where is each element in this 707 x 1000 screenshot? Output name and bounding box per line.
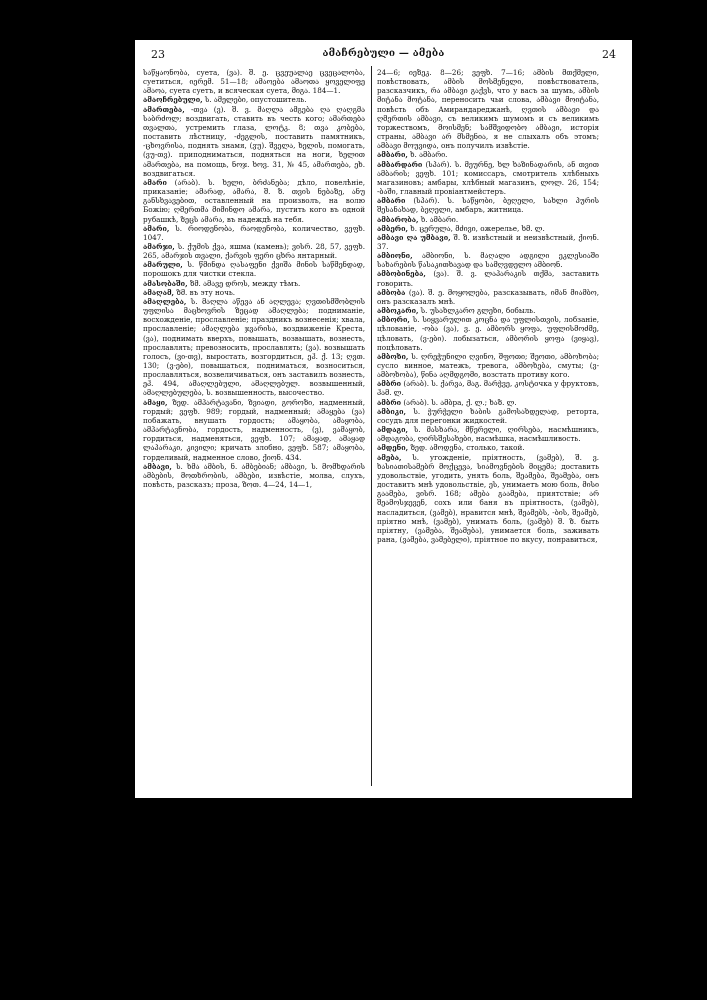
entry-definition: ზმ. въ эту ночь. — [176, 287, 236, 297]
entry-headword: ამება, — [377, 452, 402, 462]
entry-definition: ს. ამელები, опустошитель. — [204, 95, 307, 105]
entry-definition: (ვა). შ. ვ. ლაპარაკის თქმა, заставить говорить. — [377, 269, 599, 288]
entry-headword: ამაღამ, — [143, 287, 175, 297]
dictionary-entry — [377, 233, 599, 251]
entry-definition: (სპარ). ს. საწყობი, ბეღელი, სახლი პურის შესანახად, ბეღელი, амбаръ, житница. — [377, 196, 599, 215]
dictionary-entry — [143, 105, 365, 178]
entry-definition: ზედ. ამპარტავანი, ზვიადი, გოროზი, надменный, гордый; ვეფხ. 989; гордый, надменный; ამაყება (ვა) побажать, внушать гордость; ამაყობა, ამაყობა, ამპარტავნობა, гордость, надменность, (ვ), ვამაყობ, гордиться, надменяться, ვეფხ. 107; ამაყად, ამაყად ლაპარაკი, კივილი; кричать злобно, ვეფხ. 587; ამაყობა, горделивый, надменное слово, ქიონ. 434. — [143, 397, 365, 462]
entry-definition: ხ. ამბარი. — [420, 214, 459, 224]
dictionary-entry — [377, 352, 599, 379]
dictionary-entry — [143, 95, 365, 104]
entry-headword: ამარული, — [143, 260, 183, 270]
entry-headword: ამბრი — [377, 397, 402, 407]
entry-headword: ამართება, — [143, 104, 185, 114]
entry-headword: ამაღლება, — [143, 296, 187, 306]
entry-headword: ამბარი — [377, 196, 406, 206]
dictionary-entry — [377, 315, 599, 352]
dictionary-entry — [377, 407, 599, 425]
dictionary-entry — [377, 425, 599, 443]
entry-definition: ს. რიოდენობა, რაოდენობა, количество, ვეფხ. 1047. — [143, 223, 365, 242]
entry-definition: (არაბ). ს. ხელი, ბრძანება; дѣло, повелѣніе, приказаніе; ამარად, ამარა, შ. ზ. თვის ნებაზე, ანუ განსხვავებით, оставленный на произволъ, на волю Божію; ღმერთმა მიმინდო ამარა, пустить кого въ одной рубашкѣ, ზეცს ამარა, въ надеждѣ на тебя. — [143, 177, 365, 224]
entry-definition: 24—6; იეზეკ. 8—26; ვეფხ. 7—16; ამბის მთქმელი, повѣствовать, ამბის მოსმენელი, повѣствователь, разсказчикъ, რა ამბავი გაქვს, что у васъ за шумъ, ამბის მიტანა მოტანა, переносить чьи слова, ამბავი მოიტანა, повѣсть объ Амирандареджанѣ, ღვთის ამბავი და ღმერთის ამბავი, съ великимъ шумомъ и съ великимъ торжествомъ, მოისმენ; სამშვიდობო ამბავი, исторія страны, ამბავი არ მსმენია, я не слыхалъ объ этомъ; ამბავი მოუვიდა, онъ получилъ извѣстіе. — [377, 68, 599, 151]
entry-definition: ზედ. ამოდენა, столько, такой. — [410, 443, 525, 453]
entry-headword: ამბარობა, — [377, 214, 419, 224]
dictionary-entry — [377, 196, 599, 214]
dictionary-entry — [377, 150, 599, 159]
dictionary-entry — [143, 288, 365, 297]
dictionary-entry — [377, 306, 599, 315]
dictionary-entry — [143, 297, 365, 398]
entry-definition: ს. ღრეჭუნილი ღვინო, შფოთი; შეოთი, ამბოხობა; сусло винное, матежъ, тревога, ამბოხება, смуты; (ვ-ამბოხობა), წინა აღმდგომი, возстать противу кого. — [377, 351, 599, 380]
entry-definition: (სპარ). ს. მეურნე, ხლ ხაზინადარის, ან თვით ამბარის; ვეფხ. 101; комиссаръ, смотритель хлѣбныхъ магазиновъ; амбары, хлѣбный магазинъ, ლოლ. 26, 154; -ბაში, главный провіантмейстеръ. — [377, 159, 599, 197]
dictionary-entry — [377, 68, 599, 150]
dictionary-entry — [377, 443, 599, 452]
dictionary-entry — [143, 398, 365, 462]
entry-headword: ამაოჩრებული, — [143, 95, 203, 105]
entry-definition: (ვა). შ. ე. მოყოლება, разсказывать, იმან მიამბო, онъ разсказалъ мнѣ. — [377, 287, 599, 306]
page-number-right: 24 — [602, 48, 616, 61]
right-column — [377, 68, 599, 788]
entry-headword: ამბერი, — [377, 223, 408, 233]
entry-definition: (არაბ). ს. ამბра, ქ. ლ.; ხაზ. ლ. — [403, 397, 517, 407]
entry-definition: ს. მაღლა აწევა ან აღლევა; ღვთისმშობლის უფლისა მაცხოვრის ზეცად ამაღლება; подниманіе, восхожденіе, прославленіе; праздникъ вознесенія; хвала, прославленіе; ამაღლება ჯვარისა, воздвиженіе Креста, (ვა), поднимать вверхъ, повышать, возвышать, вознесть, прославлять; превозносить, прославлять; (ვა). возвышать голосъ, (ვი-თვ), выростать, возгордиться, ეჰ. ქ. 13; ღვთ. 130; (ვ-ები), повышаться, подниматься, возноситься, прославляться, возвеличиваться, онъ заставилъ вознесть, ეჰ. 494, ამაღლებული, ამაღლებულ. возвышенный, ამაღლებულება, ს. возвышенность, высочество. — [143, 296, 365, 398]
entry-headword: ამარი, — [143, 223, 170, 233]
dictionary-entry — [377, 160, 599, 197]
entry-definition: ს. угожденіе, пріятность, (ვამებ), შ. ვ. ხასიათისამებრ მოქცევა, სიამოვნების მიცემა; доставить удовольствіе, угодить, унять боль, შეამება, შეამება, онъ доставитъ мнѣ удовольствіе, ეს, унимаетъ мою боль, მისი გაამება, ვისრ. 168; ამება გაამება, приятствіе; არ შეამოსჯევენ, сохъ или баня въ пріятность, (ვამებ), насладиться, (ვამებ), нравится мнѣ, შეამებს, -ბის, შეამებ, пріятно мнѣ, (ვამებ), унимать боль, (ვამებ) შ. ზ. быть пріятну, (ვამება, შეამება), унимается боль, заживать рана, (ვამება, ვამებელი), пріятное по вкусу, понравиться, — [377, 452, 599, 544]
entry-headword: ამაყი, — [143, 397, 168, 407]
entry-headword: ამბარი, — [377, 150, 408, 160]
dictionary-entry — [377, 224, 599, 233]
entry-headword: ამდენი, — [377, 443, 409, 453]
entry-definition: ს. ჭურჭელი ხაბის გამოსახდელად, реторта, сосудъ для перегонки жидкостей. — [377, 406, 599, 425]
entry-definition: ს. წმინდა ღასაფენი ქვიშა მინის საწმენდად, порошокъ для чистки стекла. — [143, 260, 365, 279]
entry-definition: ს. ხმა ამბის, ნ. ამბებიან; ამბავი, ს. მომხდარის ამბების, მოთხრობის, ამბები, извѣстіе, молва, слухъ, повѣсть, разсказъ; проза, ზოთ. 4—24, 14—1, — [143, 461, 365, 490]
entry-headword: ამბიკი, — [377, 406, 406, 416]
entry-headword: ამბობინება, — [377, 269, 426, 279]
entry-headword: ამარი — [143, 177, 167, 187]
dictionary-entry — [143, 242, 365, 260]
entry-headword: ამბარდარი — [377, 159, 423, 169]
book-page — [135, 40, 632, 798]
entry-headword: ამდაგი, — [377, 425, 409, 435]
entry-definition: (არაბ). ს. ქარვა, მაგ. მარჭვე, კოსტочка у фруктовъ, ჰამ. ლ. — [377, 379, 599, 398]
entry-headword: ამარჯი, — [143, 241, 175, 251]
dictionary-entry — [143, 68, 365, 95]
dictionary-entry — [143, 178, 365, 224]
column-divider — [371, 66, 372, 786]
dictionary-entry — [143, 279, 365, 288]
dictionary-entry — [377, 379, 599, 397]
entry-definition: ს. ქუმის ქვა, яшма (камень); ვისრ. 28, 57, ვეფხ. 265, ამარჯის თვალი, ქარვის ფერი ცხრა янтарный. — [143, 241, 365, 261]
entry-headword: ამბობა — [377, 287, 406, 297]
entry-definition: -თვა (ვ). შ. ვ. მაღლა ამგება ღა ღაღგმა საბრძოლ; воздвигать, ставить въ честь кого; ამართება თვალთა, устремить глаза, ლოტკ. 8; თვა კობება, поставить лѣстницу, -ძეგლის, поставить памятникъ, -ცხოვრისა, поднять знамя, (ვუ). შველა, ხელის, помогать, (ვუ-თვ). приподниматься, подняться на ноги, ხელით ამართება, на помощь, ნოჯ. ხოვ. 31, № 45, ამართება, ეხ. воздвигаться. — [143, 104, 365, 178]
page-number-left: 23 — [151, 48, 165, 61]
dictionary-entry — [143, 260, 365, 278]
dictionary-entry — [143, 462, 365, 489]
entry-definition: ამბიონი, ს. მაღალი ადგილი ეკლესიაში სახარების წასაკითხავად და სამღვდელო ამბიონ. — [377, 251, 599, 270]
entry-headword: ამბორი, — [377, 315, 410, 325]
dictionary-entry — [377, 269, 599, 287]
dictionary-entry — [377, 288, 599, 306]
dictionary-entry — [143, 224, 365, 242]
entry-definition: ს. სიყვარულით კოცნა და უფლისთვის, лобзаніе, цѣлованіе, -ობა (ვა), ვ. ე. ამბორს ყოფა, უფლისმოძმე, цѣловать, (ვ-ები). лобызаться, ამბორის ყოფა (ვიყავ), поцѣловать. — [377, 315, 599, 352]
entry-definition: ს. უსახლკარო გლეხი, бобыль. — [420, 306, 536, 316]
entry-definition: შ. ზ. извѣстный и неизвѣстный, ქიონ. 37. — [377, 232, 599, 251]
entry-headword: ამბავი, — [143, 461, 172, 471]
dictionary-entry — [377, 398, 599, 407]
entry-headword: ამბოხი, — [377, 351, 409, 361]
entry-definition: ხ. ამბარი. — [410, 150, 448, 160]
entry-definition: ს. მასხარა, მწერელი, ღირსება, насмѣшникъ, ამდაგობა, ღირსშესახები, насмѣшка, насмѣшливость. — [377, 425, 599, 444]
entry-headword: ამბიონი, — [377, 251, 413, 261]
dictionary-entry — [377, 453, 599, 545]
entry-headword: ამბოკარი, — [377, 306, 419, 316]
running-header: ამაჩრებული — ამება — [322, 48, 445, 59]
left-column — [143, 68, 365, 788]
entry-definition: ხ. ცერულა, მძივი, ожерелье, ხმ. ლ. — [410, 223, 545, 233]
entry-headword: ამბრი — [377, 379, 402, 389]
dictionary-entry — [377, 215, 599, 224]
dictionary-entry — [377, 251, 599, 269]
entry-headword: ამბავი ღა უმბავი, — [377, 232, 451, 242]
entry-definition: საწყაონობა, суета, (ვა). შ. ე. ცვეუალაე ცვეცალობა, суетиться, იერემ. 51—18; ამაოება ამაოთა ყოველიფე ამაოა, суета суетъ, и всяческая суета, მიგა. 184—1. — [143, 68, 365, 96]
entry-definition: ზმ. ამავე დროს, между тѣмъ. — [189, 278, 301, 288]
entry-headword: ამასობაში, — [143, 278, 188, 288]
